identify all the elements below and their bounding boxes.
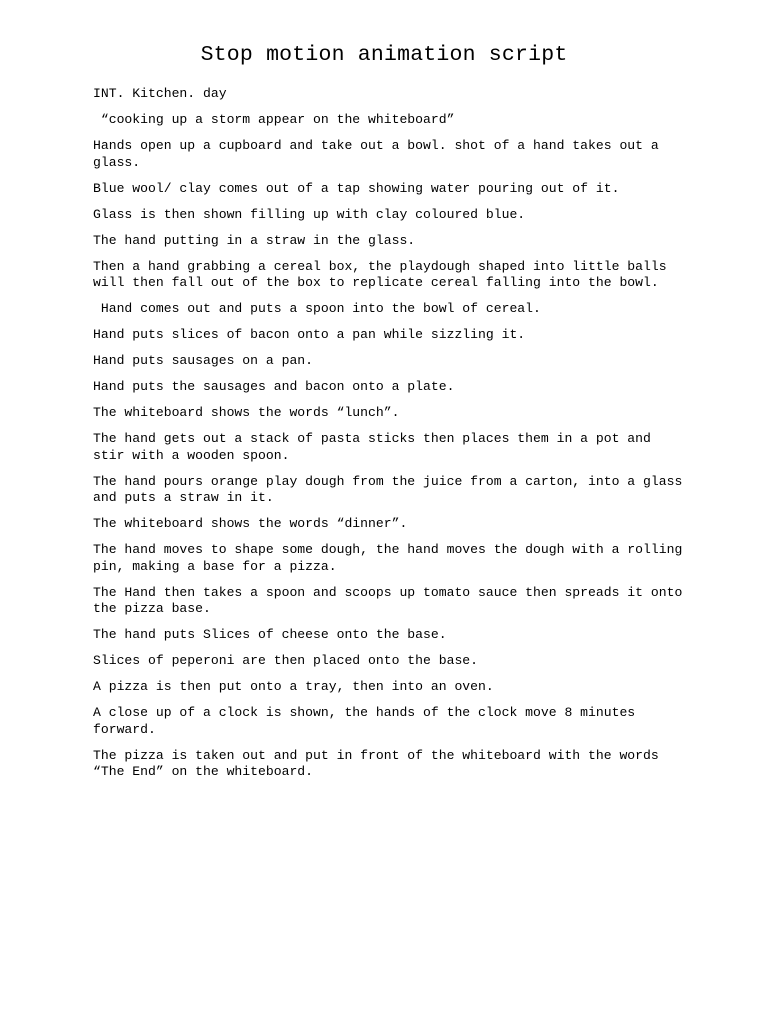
script-line: Hand puts sausages on a pan. (93, 353, 314, 368)
script-line: Hand puts slices of bacon onto a pan while sizzling it. (93, 327, 526, 342)
document-title: Stop motion animation script (200, 43, 568, 67)
script-line: The Hand then takes a spoon and scoops up tomato sauce then spreads it onto the pizza base. (93, 584, 691, 616)
script-line: The hand puts Slices of cheese onto the base. (93, 627, 447, 642)
script-line: Slices of peperoni are then placed onto the base. (93, 653, 479, 668)
script-line: Hand comes out and puts a spoon into the bowl of cereal. (93, 301, 541, 316)
script-body (93, 86, 691, 790)
script-line: INT. Kitchen. day (93, 86, 227, 101)
script-line: A close up of a clock is shown, the hands of the clock move 8 minutes forward. (93, 705, 644, 737)
script-line: The hand moves to shape some dough, the hand moves the dough with a rolling pin, making a base for a pizza. (93, 542, 691, 574)
script-line: Blue wool/ clay comes out of a tap showing water pouring out of it. (93, 180, 620, 196)
script-line: The hand pours orange play dough from the juice from a carton, into a glass and puts a straw in it. (93, 473, 691, 505)
script-line: A pizza is then put onto a tray, then into an oven. (93, 679, 494, 694)
script-line: The whiteboard shows the words “dinner”. (93, 516, 408, 531)
script-line: The pizza is taken out and put in front of the whiteboard with the words “The End” on the whiteboard. (93, 747, 667, 779)
script-line: Then a hand grabbing a cereal box, the playdough shaped into little balls will then fall out of the box to replicate cereal falling into the bowl. (93, 258, 675, 290)
script-line: The whiteboard shows the words “lunch”. (93, 405, 400, 420)
script-line: Hand puts the sausages and bacon onto a plate. (93, 379, 455, 394)
script-line: The hand putting in a straw in the glass. (93, 232, 416, 248)
script-line: The hand gets out a stack of pasta sticks then places them in a pot and stir with a wooden spoon. (93, 431, 659, 463)
script-line: “cooking up a storm appear on the whiteboard” (93, 112, 455, 127)
script-line: Hands open up a cupboard and take out a bowl. shot of a hand takes out a glass. (93, 138, 667, 170)
script-line: Glass is then shown filling up with clay coloured blue. (93, 206, 526, 222)
